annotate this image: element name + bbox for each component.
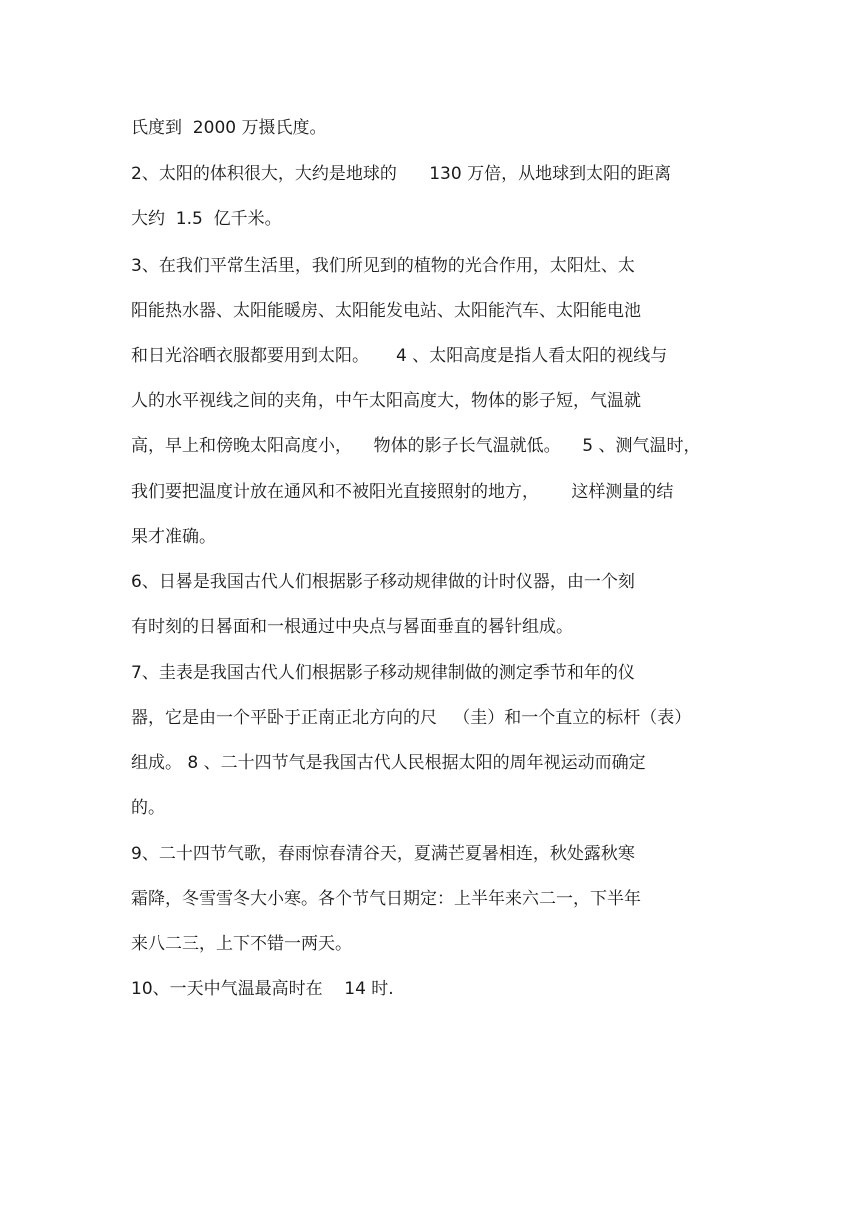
text-line: 霜降，冬雪雪冬大小寒。各个节气日期定：上半年来六二一，下半年: [131, 889, 641, 909]
text-line: 果才准确。: [131, 527, 216, 547]
text-line: 6、日晷是我国古代人们根据影子移动规律做的计时仪器，由一个刻: [131, 572, 635, 592]
text-line: 7、圭表是我国古代人们根据影子移动规律制做的测定季节和年的仪: [131, 663, 635, 683]
text-line: 9、二十四节气歌，春雨惊春清谷天，夏满芒夏暑相连，秋处露秋寒: [131, 844, 635, 864]
text-line: 阳能热水器、太阳能暖房、太阳能发电站、太阳能汽车、太阳能电池: [131, 301, 641, 321]
text-line: 人的水平视线之间的夹角，中午太阳高度大，物体的影子短，气温就: [131, 391, 641, 411]
text-line: 器，它是由一个平卧于正南正北方向的尺 （圭）和一个直立的标杆（表）: [131, 708, 692, 728]
text-line: 我们要把温度计放在通风和不被阳光直接照射的地方， 这样测量的结: [131, 482, 674, 502]
text-line: 和日光浴晒衣服都要用到太阳。 4 、太阳高度是指人看太阳的视线与: [131, 346, 668, 366]
text-line: 的。: [131, 798, 165, 818]
text-line: 有时刻的日晷面和一根通过中央点与晷面垂直的晷针组成。: [131, 617, 573, 637]
text-line: 2、太阳的体积很大，大约是地球的 130 万倍，从地球到太阳的距离: [131, 164, 672, 184]
text-line: 3、在我们平常生活里，我们所见到的植物的光合作用，太阳灶、太: [131, 256, 635, 276]
text-line: 大约 1.5 亿千米。: [131, 209, 282, 229]
text-line: 氏度到 2000 万摄氏度。: [131, 118, 327, 138]
text-line: 高，早上和傍晚太阳高度小， 物体的影子长气温就低。 5 、测气温时，: [131, 436, 701, 456]
text-line: 来八二三，上下不错一两天。: [131, 934, 352, 954]
text-line: 组成。 8 、二十四节气是我国古代人民根据太阳的周年视运动而确定: [131, 753, 646, 773]
text-line: 10、一天中气温最高时在 14 时.: [131, 979, 394, 999]
